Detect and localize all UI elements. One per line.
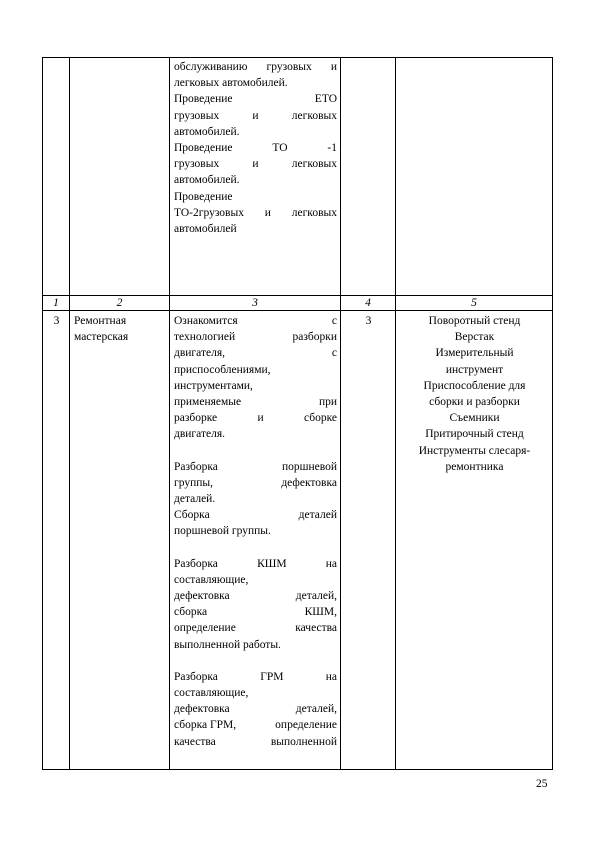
text-word: выполненной: [270, 735, 337, 748]
text-word: сборка: [174, 606, 208, 619]
equipment-list: [400, 313, 549, 475]
text-word: поршневой: [281, 460, 337, 473]
text-line: [174, 523, 337, 539]
column-numbers-row: [43, 296, 553, 311]
text-word: и: [330, 61, 337, 73]
text-line: [174, 108, 337, 124]
text-word: ТО: [272, 142, 288, 155]
text-word: разборки: [292, 331, 337, 344]
text-line: [174, 669, 337, 685]
equipment-item: Приспособление для: [423, 379, 526, 392]
text-word: обслуживанию: [174, 61, 248, 73]
paragraph-gap: [174, 653, 337, 669]
text-line: [174, 685, 337, 701]
text-line: [174, 394, 337, 410]
text-word: легковых: [291, 158, 337, 171]
text-word: автомобилей.: [174, 125, 240, 138]
text-word: грузовых: [174, 109, 220, 122]
text-word: и: [252, 158, 259, 171]
text-word: с: [331, 347, 337, 360]
text-line: [174, 588, 337, 604]
text-line: [174, 156, 337, 172]
content-paragraph: [174, 459, 337, 540]
equipment-item: Съемники: [449, 412, 500, 425]
text-word: Проведение: [174, 93, 233, 106]
column-number-5: 5: [396, 296, 553, 311]
text-word: на: [325, 670, 337, 683]
text-word: автомобилей.: [174, 174, 240, 187]
cell-number-empty: [43, 58, 70, 296]
equipment-item: Поворотный стенд: [428, 315, 521, 327]
text-word: КШМ: [257, 557, 287, 570]
table-row: [43, 311, 553, 770]
text-word: качества: [174, 735, 216, 748]
text-word: ГРМ: [260, 670, 284, 683]
cell-place-empty: [70, 58, 170, 296]
text-line: [174, 426, 337, 442]
text-line: [174, 221, 337, 237]
text-line: [174, 313, 337, 329]
column-number-3: 3: [170, 296, 341, 311]
text-word: грузовых: [266, 61, 312, 73]
text-word: двигателя,: [174, 347, 225, 360]
paragraph-gap: [174, 540, 337, 556]
cell-hours-empty: [341, 58, 396, 296]
column-number-2: 2: [70, 296, 170, 311]
text-line: [174, 734, 337, 750]
row-equipment: [396, 311, 553, 770]
equipment-item: сборки и разборки: [429, 396, 520, 409]
text-line: [174, 701, 337, 717]
text-word: Проведение: [174, 142, 233, 155]
text-line: [174, 345, 337, 361]
text-line: [174, 637, 337, 653]
text-word: Проведение: [174, 190, 233, 203]
text-word: с: [331, 315, 337, 327]
text-word: ЕТО: [314, 93, 337, 106]
text-word: на: [325, 557, 337, 570]
text-line: [174, 410, 337, 426]
column-number-1: 1: [43, 296, 70, 311]
text-word: ТО-2грузовых: [174, 206, 244, 219]
equipment-item: Притирочный стенд: [425, 428, 524, 441]
text-word: легковых: [291, 109, 337, 122]
row-hours: 3: [341, 311, 396, 770]
text-word: и: [257, 412, 264, 425]
text-line: [174, 475, 337, 491]
text-word: при: [318, 396, 337, 409]
text-line: [174, 604, 337, 620]
text-word: поршневой группы.: [174, 525, 271, 538]
equipment-item: инструмент: [445, 363, 504, 376]
text-word: двигателя.: [174, 428, 225, 441]
text-line: [174, 378, 337, 394]
text-line: [174, 124, 337, 140]
text-line: [174, 91, 337, 107]
column-number-4: 4: [341, 296, 396, 311]
paragraph-gap: [174, 443, 337, 459]
text-line: [174, 507, 337, 523]
cell-equipment-empty: [396, 58, 553, 296]
text-word: определение: [275, 719, 337, 732]
text-word: сборке: [303, 412, 337, 425]
text-word: и: [264, 206, 271, 219]
equipment-item: Инструменты слесаря-: [418, 444, 531, 457]
text-word: составляющие,: [174, 687, 249, 700]
text-line: [174, 362, 337, 378]
text-word: легковых автомобилей.: [174, 77, 288, 90]
content-paragraph: [174, 669, 337, 750]
text-word: и: [252, 109, 259, 122]
text-line: [174, 75, 337, 91]
row-number: 3: [43, 311, 70, 770]
text-word: приспособлениями,: [174, 363, 271, 376]
text-word: определение: [174, 622, 236, 635]
equipment-item: Верстак: [454, 331, 495, 344]
text-word: инструментами,: [174, 379, 253, 392]
text-line: [174, 205, 337, 221]
content-paragraph: [174, 556, 337, 653]
text-line: [174, 572, 337, 588]
text-line: [174, 189, 337, 205]
table-row-continued: [43, 58, 553, 296]
text-word: качества: [295, 622, 337, 635]
page-number: 25: [536, 778, 548, 790]
text-line: [174, 459, 337, 475]
text-line: [174, 556, 337, 572]
text-word: технологией: [174, 331, 236, 344]
text-word: Разборка: [174, 460, 218, 473]
text-word: Ознакомится: [174, 315, 238, 327]
text-word: Разборка: [174, 670, 218, 683]
text-word: КШМ,: [304, 606, 337, 619]
content-text: [174, 59, 337, 237]
text-word: дефектовка: [174, 590, 230, 603]
text-line: [174, 172, 337, 188]
text-word: деталей.: [174, 493, 216, 506]
practice-table: [42, 57, 553, 770]
text-word: сборка ГРМ,: [174, 719, 237, 732]
text-line: [174, 491, 337, 507]
text-word: выполненной работы.: [174, 638, 281, 651]
text-word: дефектовка: [174, 703, 230, 716]
equipment-item: ремонтника: [445, 460, 504, 473]
text-line: [174, 717, 337, 733]
text-word: автомобилей: [174, 223, 237, 236]
text-word: группы,: [174, 476, 213, 489]
row-place: Ремонтная мастерская: [70, 311, 170, 770]
text-word: деталей: [298, 509, 337, 522]
content-paragraph: [174, 313, 337, 443]
row-content: [170, 311, 341, 770]
text-word: дефектовка: [281, 476, 337, 489]
text-line: [174, 329, 337, 345]
text-word: легковых: [291, 206, 337, 219]
text-word: разборке: [174, 412, 218, 425]
text-word: -1: [327, 142, 337, 155]
text-line: [174, 140, 337, 156]
text-line: [174, 59, 337, 75]
text-line: [174, 620, 337, 636]
content-text: [174, 313, 337, 750]
text-word: деталей,: [295, 590, 337, 603]
text-word: составляющие,: [174, 573, 249, 586]
cell-content-continued: [170, 58, 341, 296]
text-word: деталей,: [295, 703, 337, 716]
text-word: грузовых: [174, 158, 220, 171]
equipment-item: Измерительный: [435, 347, 514, 360]
text-word: применяемые: [174, 396, 242, 409]
text-word: Разборка: [174, 557, 218, 570]
text-word: Сборка: [174, 509, 210, 522]
